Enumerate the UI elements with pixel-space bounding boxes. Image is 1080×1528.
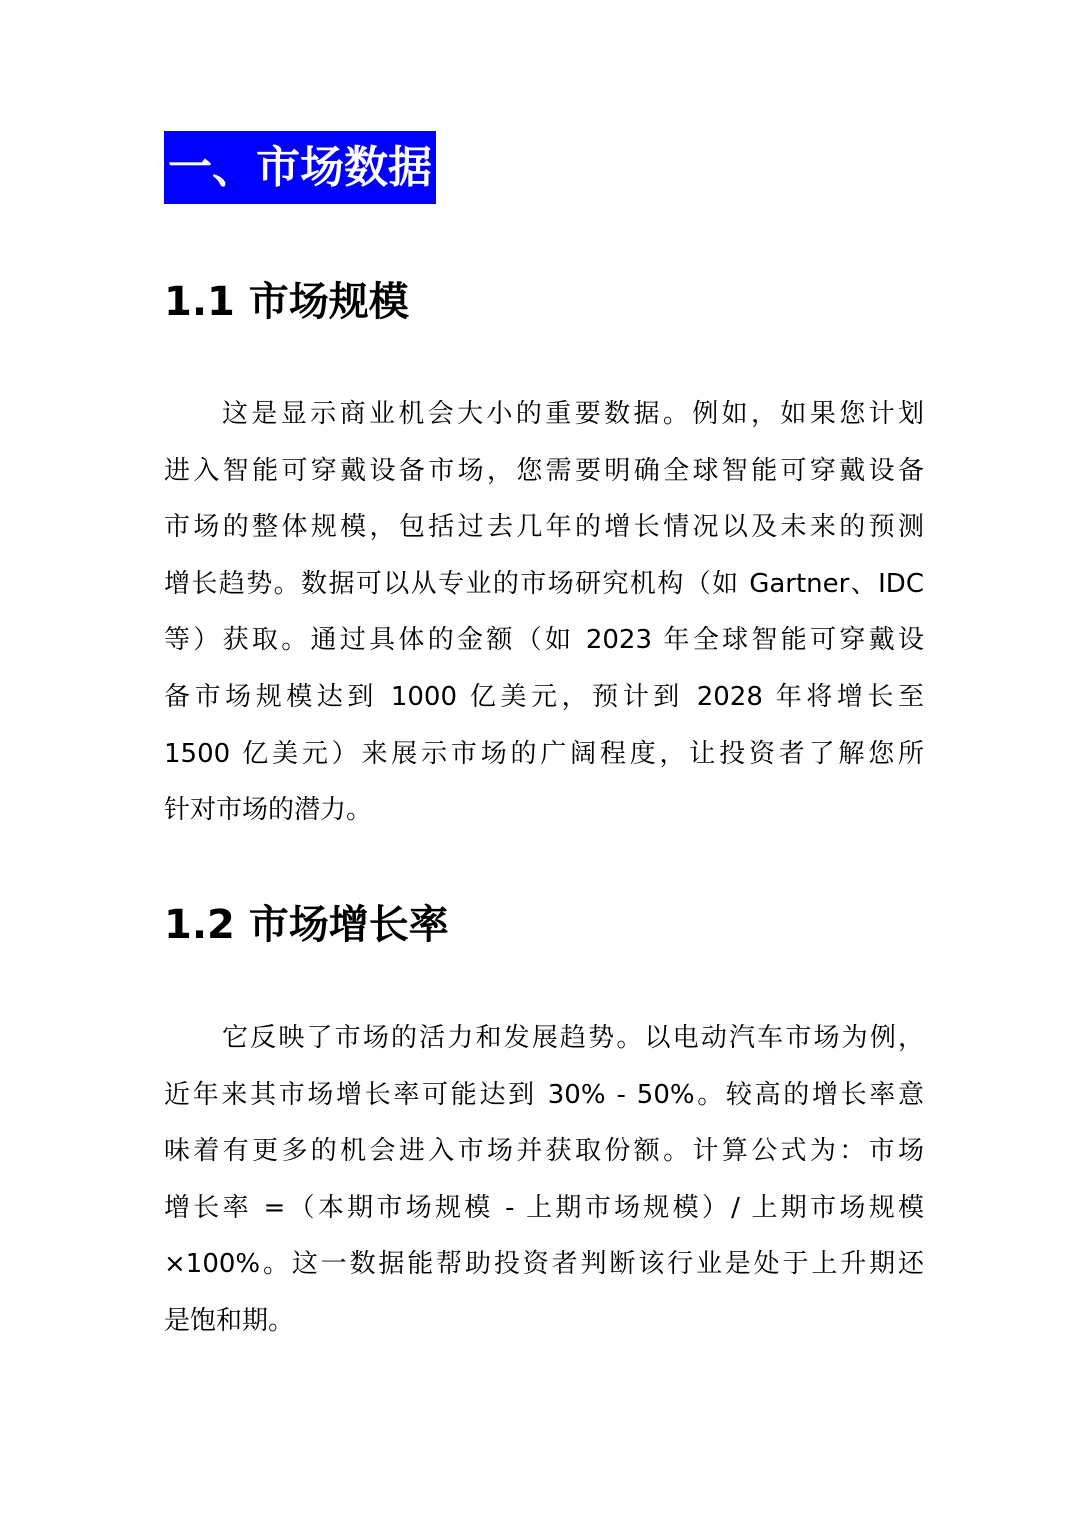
paragraph-line: 进入智能可穿戴设备市场，您需要明确全球智能可穿戴设备 [164,455,924,486]
paragraph-line: 增长趋势。数据可以从专业的市场研究机构（如 Gartner、IDC [164,568,924,599]
paragraph-line: 是饱和期。 [164,1305,295,1336]
paragraph-line: 备市场规模达到 1000 亿美元，预计到 2028 年将增长至 [164,681,924,712]
paragraph-line: 味着有更多的机会进入市场并获取份额。计算公式为：市场 [164,1136,924,1167]
paragraph-line: 市场的整体规模，包括过去几年的增长情况以及未来的预测 [164,512,924,543]
section-heading-market-growth-rate: 1.2 市场增长率 [164,902,449,948]
paragraph-line: 1500 亿美元）来展示市场的广阔程度，让投资者了解您所 [164,738,924,769]
paragraph-line: 针对市场的潜力。 [164,795,373,826]
paragraph-line: 这是显示商业机会大小的重要数据。例如，如果您计划 [222,399,924,429]
paragraph-line: 等）获取。通过具体的金额（如 2023 年全球智能可穿戴设 [164,625,924,656]
chapter-title: 一、市场数据 [164,131,436,204]
section-heading-market-size: 1.1 市场规模 [164,279,409,325]
market-size-paragraph [164,386,924,839]
paragraph-line: 它反映了市场的活力和发展趋势。以电动汽车市场为例， [222,1023,924,1053]
paragraph-line: 增长率 =（本期市场规模 - 上期市场规模）/ 上期市场规模 [164,1192,924,1223]
paragraph-line: 近年来其市场增长率可能达到 30% - 50%。较高的增长率意 [164,1079,924,1110]
market-growth-rate-paragraph [164,1010,924,1350]
paragraph-line: ×100%。这一数据能帮助投资者判断该行业是处于上升期还 [164,1249,924,1280]
